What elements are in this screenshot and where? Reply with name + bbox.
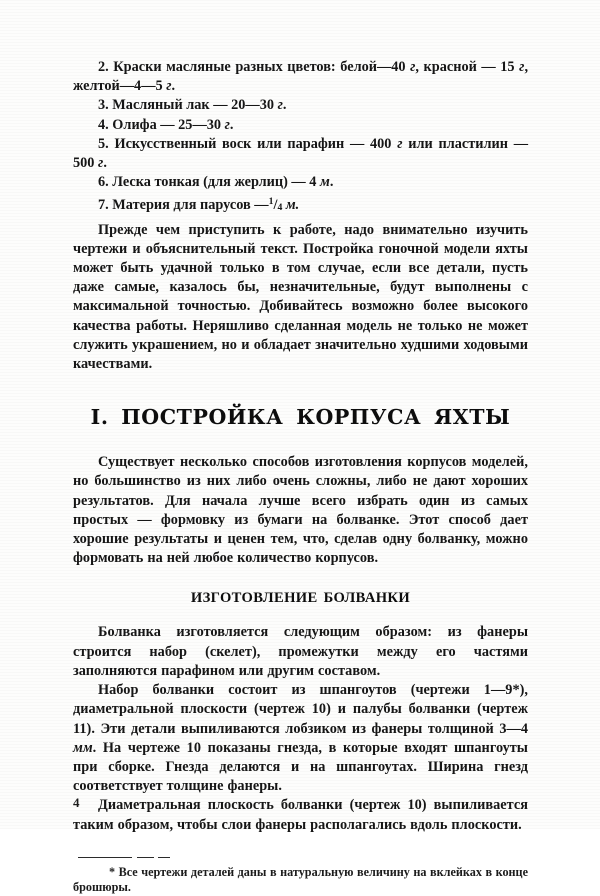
- section-paragraph-2: [73, 681, 528, 796]
- fraction-slash: /: [273, 197, 278, 214]
- list-item-text: 4. Олифа — 25—30: [98, 116, 225, 133]
- list-item: [73, 116, 528, 135]
- paragraph-text: . На чертеже 10 показаны гнезда, в которые входят шпангоуты при сборке. Гнезда делаются и на шпангоутах. Ширина гнезд соответствует толщине фанеры.: [73, 739, 528, 795]
- list-item-text: , красной — 15: [415, 59, 520, 75]
- unit-gram: г: [98, 155, 104, 172]
- spacer: [73, 568, 528, 590]
- list-item: [73, 96, 528, 115]
- spacer: [73, 429, 528, 453]
- list-item-text: 7. Материя для парусов —: [98, 197, 269, 214]
- section-paragraph-1: Болванка изготовляется следующим образом: из фанеры строится набор (скелет), промежутки между его частями заполняются парафином или другим составом.: [73, 624, 528, 679]
- spacer: [73, 607, 528, 623]
- footnote-text: * Все чертежи деталей даны в натуральную величину на вклейках в конце брошюры.: [73, 864, 528, 895]
- list-item: [73, 173, 528, 192]
- list-item: [73, 58, 528, 96]
- unit-gram: г: [224, 116, 230, 133]
- fraction-numerator: 1: [268, 196, 274, 208]
- chapter-paragraph: Существует несколько способов изготовления корпусов моделей, но большинство из них либо очень сложны, либо не дают хороших результатов. Для начала лучше всего избрать один из самых простых — формовку из бумаги на болванке. Этот способ дает хорошие результаты и ценен тем, что, сделав одну болванку, можно формовать на ней любое количество корпусов.: [73, 454, 528, 567]
- page-text-column: [73, 58, 528, 896]
- list-item-text: .: [282, 97, 287, 114]
- list-item-text: 5. Искусственный воск или парафин — 400: [98, 135, 398, 152]
- list-item: [73, 135, 528, 173]
- unit-gram: г: [519, 59, 525, 75]
- fraction-one-quarter: [269, 197, 283, 213]
- paragraph-text: Набор болванки состоит из шпангоутов (чертежи 1—9*), диаметральной плоскости (чертеж 10) и палубы болванки (чертеж 11). Эти детали выпиливаются лобзиком из фанеры толщиной 3—4: [73, 682, 528, 737]
- spacer: [73, 374, 528, 405]
- list-item-text: 6. Леска тонкая (для жерлиц) — 4: [98, 174, 321, 191]
- list-item-text: или пластилин — 500: [73, 135, 528, 172]
- list-item: [73, 192, 528, 217]
- fraction-denominator: 4: [277, 202, 283, 214]
- section-paragraph-3: Диаметральная плоскость болванки (чертеж 10) выпиливается таким образом, чтобы слои фанеры располагались вдоль плоскости.: [73, 797, 528, 833]
- chapter-title: I. ПОСТРОЙКА КОРПУСА ЯХТЫ: [90, 405, 511, 430]
- list-item-text: 2. Краски масляные разных цветов: белой—40: [98, 59, 411, 75]
- unit-gram: г: [166, 78, 172, 95]
- intro-paragraph: Прежде чем приступить к работе, надо внимательно изучить чертежи и объяснительный текст. Постройка гоночной модели яхты может быть удачной только в том случае, если все детали, пусть даже самые, казалось бы, незначительные, будут выполнены с максимальной точностью. Добивайтесь возможно более высокого качества работы. Неряшливо сделанная модель не только не может служить украшением, но и обладает значительно худшими ходовыми качествами.: [73, 221, 528, 373]
- list-item-text: .: [103, 155, 107, 172]
- list-item-text: .: [229, 116, 234, 133]
- unit-meter-suffix: м.: [285, 197, 300, 214]
- page-number: 4: [73, 795, 80, 810]
- spacer: [73, 835, 528, 857]
- list-item-text: .: [171, 78, 176, 95]
- unit-millimeter: мм: [73, 739, 93, 756]
- unit-gram: г: [397, 135, 403, 152]
- list-item-text: .: [329, 174, 334, 191]
- materials-list: [73, 58, 528, 218]
- section-title: ИЗГОТОВЛЕНИЕ БОЛВАНКИ: [190, 590, 411, 607]
- unit-gram: г: [277, 97, 283, 114]
- list-item-text: 3. Масляный лак — 20—30: [98, 97, 278, 114]
- list-item-text: , желтой—4—5: [73, 59, 529, 95]
- unit-gram: г: [410, 59, 416, 75]
- footnote-separator-rule: [78, 857, 170, 858]
- unit-meter: м: [320, 174, 330, 191]
